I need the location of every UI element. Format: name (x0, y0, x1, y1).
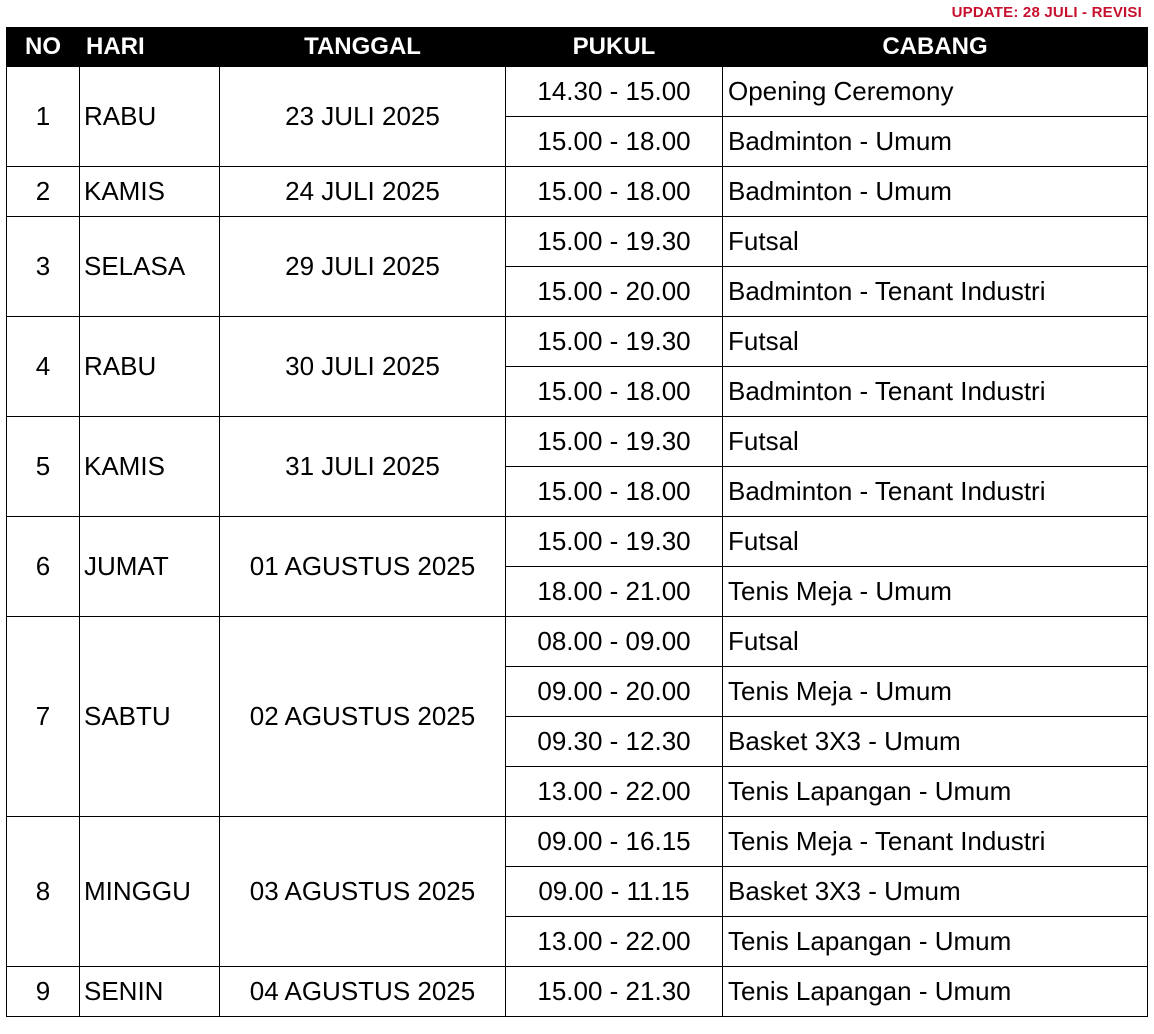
table-row (7, 167, 1148, 217)
update-note: UPDATE: 28 JULI - REVISI (951, 4, 1142, 21)
session-sport: Futsal (723, 417, 1148, 467)
day-number: 1 (7, 67, 80, 167)
session-time: 15.00 - 21.30 (506, 967, 723, 1017)
session-sport: Tenis Lapangan - Umum (723, 767, 1148, 817)
day-number: 8 (7, 817, 80, 967)
table-row (7, 617, 1148, 667)
table-row (7, 417, 1148, 467)
session-time: 08.00 - 09.00 (506, 617, 723, 667)
session-sport: Basket 3X3 - Umum (723, 867, 1148, 917)
session-sport: Tenis Lapangan - Umum (723, 917, 1148, 967)
session-sport: Futsal (723, 617, 1148, 667)
session-sport: Tenis Meja - Umum (723, 667, 1148, 717)
session-sport: Basket 3X3 - Umum (723, 717, 1148, 767)
day-date: 24 JULI 2025 (220, 167, 506, 217)
session-time: 09.00 - 11.15 (506, 867, 723, 917)
day-number: 4 (7, 317, 80, 417)
session-sport: Futsal (723, 517, 1148, 567)
header-pukul: PUKUL (506, 28, 723, 67)
schedule-table (6, 27, 1148, 1017)
session-sport: Futsal (723, 317, 1148, 367)
day-number: 2 (7, 167, 80, 217)
session-time: 15.00 - 19.30 (506, 517, 723, 567)
table-row (7, 817, 1148, 867)
header-hari: HARI (80, 28, 220, 67)
session-sport: Opening Ceremony (723, 67, 1148, 117)
day-name: RABU (80, 317, 220, 417)
header-no: NO (7, 28, 80, 67)
day-number: 9 (7, 967, 80, 1017)
session-sport: Badminton - Tenant Industri (723, 467, 1148, 517)
table-row (7, 67, 1148, 117)
table-row (7, 967, 1148, 1017)
day-name: JUMAT (80, 517, 220, 617)
day-date: 29 JULI 2025 (220, 217, 506, 317)
day-date: 03 AGUSTUS 2025 (220, 817, 506, 967)
session-sport: Tenis Meja - Umum (723, 567, 1148, 617)
session-sport: Tenis Meja - Tenant Industri (723, 817, 1148, 867)
session-time: 15.00 - 18.00 (506, 467, 723, 517)
day-name: KAMIS (80, 417, 220, 517)
day-name: SENIN (80, 967, 220, 1017)
session-time: 15.00 - 18.00 (506, 367, 723, 417)
table-row (7, 217, 1148, 267)
day-number: 6 (7, 517, 80, 617)
session-time: 13.00 - 22.00 (506, 767, 723, 817)
session-sport: Badminton - Tenant Industri (723, 367, 1148, 417)
header-cabang: CABANG (723, 28, 1148, 67)
session-time: 13.00 - 22.00 (506, 917, 723, 967)
day-date: 31 JULI 2025 (220, 417, 506, 517)
session-time: 15.00 - 19.30 (506, 217, 723, 267)
day-date: 23 JULI 2025 (220, 67, 506, 167)
day-name: SABTU (80, 617, 220, 817)
session-time: 09.30 - 12.30 (506, 717, 723, 767)
session-sport: Badminton - Tenant Industri (723, 267, 1148, 317)
schedule-body (7, 67, 1148, 1017)
day-name: KAMIS (80, 167, 220, 217)
day-date: 01 AGUSTUS 2025 (220, 517, 506, 617)
day-date: 04 AGUSTUS 2025 (220, 967, 506, 1017)
session-time: 09.00 - 20.00 (506, 667, 723, 717)
session-time: 15.00 - 18.00 (506, 167, 723, 217)
table-row (7, 317, 1148, 367)
day-name: RABU (80, 67, 220, 167)
day-number: 3 (7, 217, 80, 317)
schedule-header (7, 28, 1148, 67)
session-time: 09.00 - 16.15 (506, 817, 723, 867)
day-name: MINGGU (80, 817, 220, 967)
session-sport: Tenis Lapangan - Umum (723, 967, 1148, 1017)
day-name: SELASA (80, 217, 220, 317)
table-row (7, 517, 1148, 567)
session-time: 18.00 - 21.00 (506, 567, 723, 617)
session-time: 14.30 - 15.00 (506, 67, 723, 117)
session-sport: Futsal (723, 217, 1148, 267)
session-sport: Badminton - Umum (723, 167, 1148, 217)
session-time: 15.00 - 19.30 (506, 317, 723, 367)
day-date: 02 AGUSTUS 2025 (220, 617, 506, 817)
day-number: 5 (7, 417, 80, 517)
session-time: 15.00 - 19.30 (506, 417, 723, 467)
header-tanggal: TANGGAL (220, 28, 506, 67)
day-number: 7 (7, 617, 80, 817)
session-sport: Badminton - Umum (723, 117, 1148, 167)
header-row (7, 28, 1148, 67)
session-time: 15.00 - 20.00 (506, 267, 723, 317)
day-date: 30 JULI 2025 (220, 317, 506, 417)
session-time: 15.00 - 18.00 (506, 117, 723, 167)
